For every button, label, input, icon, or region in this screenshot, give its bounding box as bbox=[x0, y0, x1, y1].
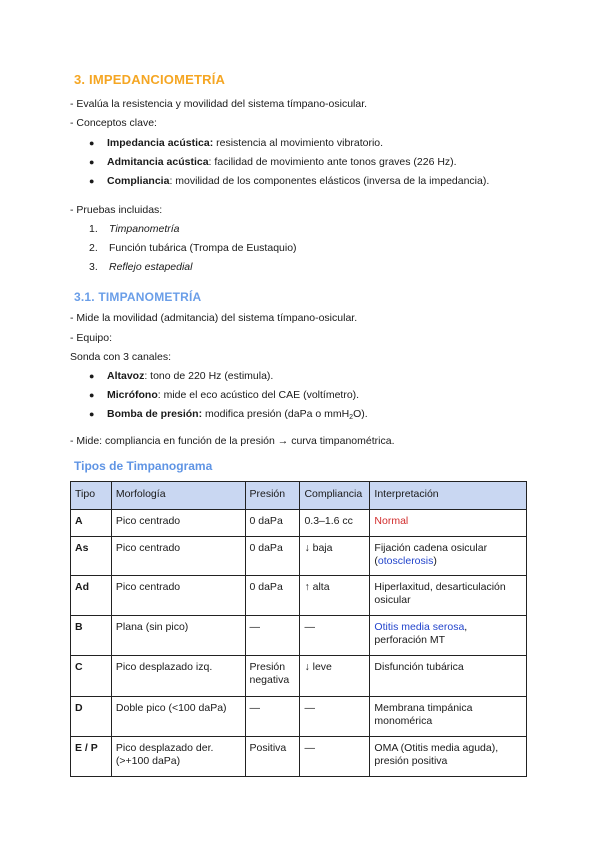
pressure-cell: — bbox=[245, 616, 300, 656]
table-row bbox=[71, 616, 527, 656]
compliance-cell: ↑ alta bbox=[300, 576, 370, 616]
bullet-icon: ● bbox=[89, 157, 95, 167]
concepts-label: - Conceptos clave: bbox=[70, 117, 157, 129]
type-cell: C bbox=[71, 656, 112, 697]
pressure-cell: Positiva bbox=[245, 737, 300, 777]
type-cell: Ad bbox=[71, 576, 112, 616]
test-item: 1. Timpanometría bbox=[89, 223, 180, 235]
morphology-cell: Doble pico (<100 daPa) bbox=[111, 697, 245, 737]
header-cell: Presión bbox=[245, 482, 300, 510]
concept-item: ● Admitancia acústica: facilidad de movimiento ante tonos graves (226 Hz). bbox=[89, 156, 457, 168]
bullet-icon: ● bbox=[89, 371, 95, 381]
compliance-cell: 0.3–1.6 cc bbox=[300, 510, 370, 537]
table-header-row bbox=[71, 482, 527, 510]
otitis-link[interactable]: Otitis media serosa bbox=[374, 621, 465, 633]
pressure-cell: 0 daPa bbox=[245, 537, 300, 576]
header-cell: Tipo bbox=[71, 482, 112, 510]
bullet-icon: ● bbox=[89, 390, 95, 400]
morphology-cell: Pico desplazado izq. bbox=[111, 656, 245, 697]
compliance-cell: — bbox=[300, 737, 370, 777]
measures-text: - Mide: compliancia en función de la presión → curva timpanométrica. bbox=[70, 435, 395, 447]
test-item: 2. Función tubárica (Trompa de Eustaquio) bbox=[89, 242, 297, 254]
type-cell: A bbox=[71, 510, 112, 537]
pressure-cell: Presión negativa bbox=[245, 656, 300, 697]
pressure-cell: 0 daPa bbox=[245, 576, 300, 616]
pressure-cell: — bbox=[245, 697, 300, 737]
header-cell: Interpretación bbox=[370, 482, 527, 510]
interpretation-cell: Fijación cadena osicular (otosclerosis) bbox=[370, 537, 527, 576]
pressure-cell: 0 daPa bbox=[245, 510, 300, 537]
interpretation-cell: OMA (Otitis media aguda), presión positiva bbox=[370, 737, 527, 777]
table-row bbox=[71, 697, 527, 737]
type-cell: E / P bbox=[71, 737, 112, 777]
interpretation-cell: Disfunción tubárica bbox=[370, 656, 527, 697]
morphology-cell: Pico centrado bbox=[111, 510, 245, 537]
channel-item: ● Altavoz: tono de 220 Hz (estimula). bbox=[89, 370, 274, 382]
tympanogram-table bbox=[70, 481, 527, 777]
table-row bbox=[71, 510, 527, 537]
table-title: Tipos de Timpanograma bbox=[74, 459, 213, 473]
section-title: 3. IMPEDANCIOMETRÍA bbox=[74, 72, 226, 87]
concept-item: ● Impedancia acústica: resistencia al movimiento vibratorio. bbox=[89, 137, 384, 149]
morphology-cell: Pico centrado bbox=[111, 576, 245, 616]
subsection-line: - Mide la movilidad (admitancia) del sistema tímpano-osicular. bbox=[70, 312, 358, 324]
compliance-cell: ↓ leve bbox=[300, 656, 370, 697]
type-cell: B bbox=[71, 616, 112, 656]
probe-label: Sonda con 3 canales: bbox=[70, 351, 171, 363]
subsection-title: 3.1. TIMPANOMETRÍA bbox=[74, 290, 202, 304]
morphology-cell: Plana (sin pico) bbox=[111, 616, 245, 656]
header-cell: Compliancia bbox=[300, 482, 370, 510]
table-row bbox=[71, 537, 527, 576]
interpretation-cell: Hiperlaxitud, desarticulación osicular bbox=[370, 576, 527, 616]
table-row bbox=[71, 656, 527, 697]
compliance-cell: — bbox=[300, 616, 370, 656]
header-cell: Morfología bbox=[111, 482, 245, 510]
concept-item: ● Compliancia: movilidad de los componentes elásticos (inversa de la impedancia). bbox=[89, 175, 490, 187]
table-row bbox=[71, 576, 527, 616]
table-row bbox=[71, 737, 527, 777]
bullet-icon: ● bbox=[89, 409, 95, 419]
interpretation-cell: Membrana timpánica monomérica bbox=[370, 697, 527, 737]
tests-label: - Pruebas incluidas: bbox=[70, 204, 163, 216]
morphology-cell: Pico desplazado der. (>+100 daPa) bbox=[111, 737, 245, 777]
interpretation-cell: Otitis media serosa, perforación MT bbox=[370, 616, 527, 656]
interpretation-cell: Normal bbox=[370, 510, 527, 537]
intro-text: - Evalúa la resistencia y movilidad del sistema tímpano-osicular. bbox=[70, 98, 368, 110]
test-item: 3. Reflejo estapedial bbox=[89, 261, 193, 273]
morphology-cell: Pico centrado bbox=[111, 537, 245, 576]
compliance-cell: — bbox=[300, 697, 370, 737]
compliance-cell: ↓ baja bbox=[300, 537, 370, 576]
equipment-label: - Equipo: bbox=[70, 332, 113, 344]
bullet-icon: ● bbox=[89, 138, 95, 148]
otosclerosis-link[interactable]: otosclerosis bbox=[377, 555, 434, 567]
type-cell: D bbox=[71, 697, 112, 737]
bullet-icon: ● bbox=[89, 176, 95, 186]
channel-item: ● Micrófono: mide el eco acústico del CAE (voltímetro). bbox=[89, 389, 360, 401]
channel-item: ● Bomba de presión: modifica presión (daPa o mmH$_2$O). bbox=[89, 408, 368, 421]
type-cell: As bbox=[71, 537, 112, 576]
